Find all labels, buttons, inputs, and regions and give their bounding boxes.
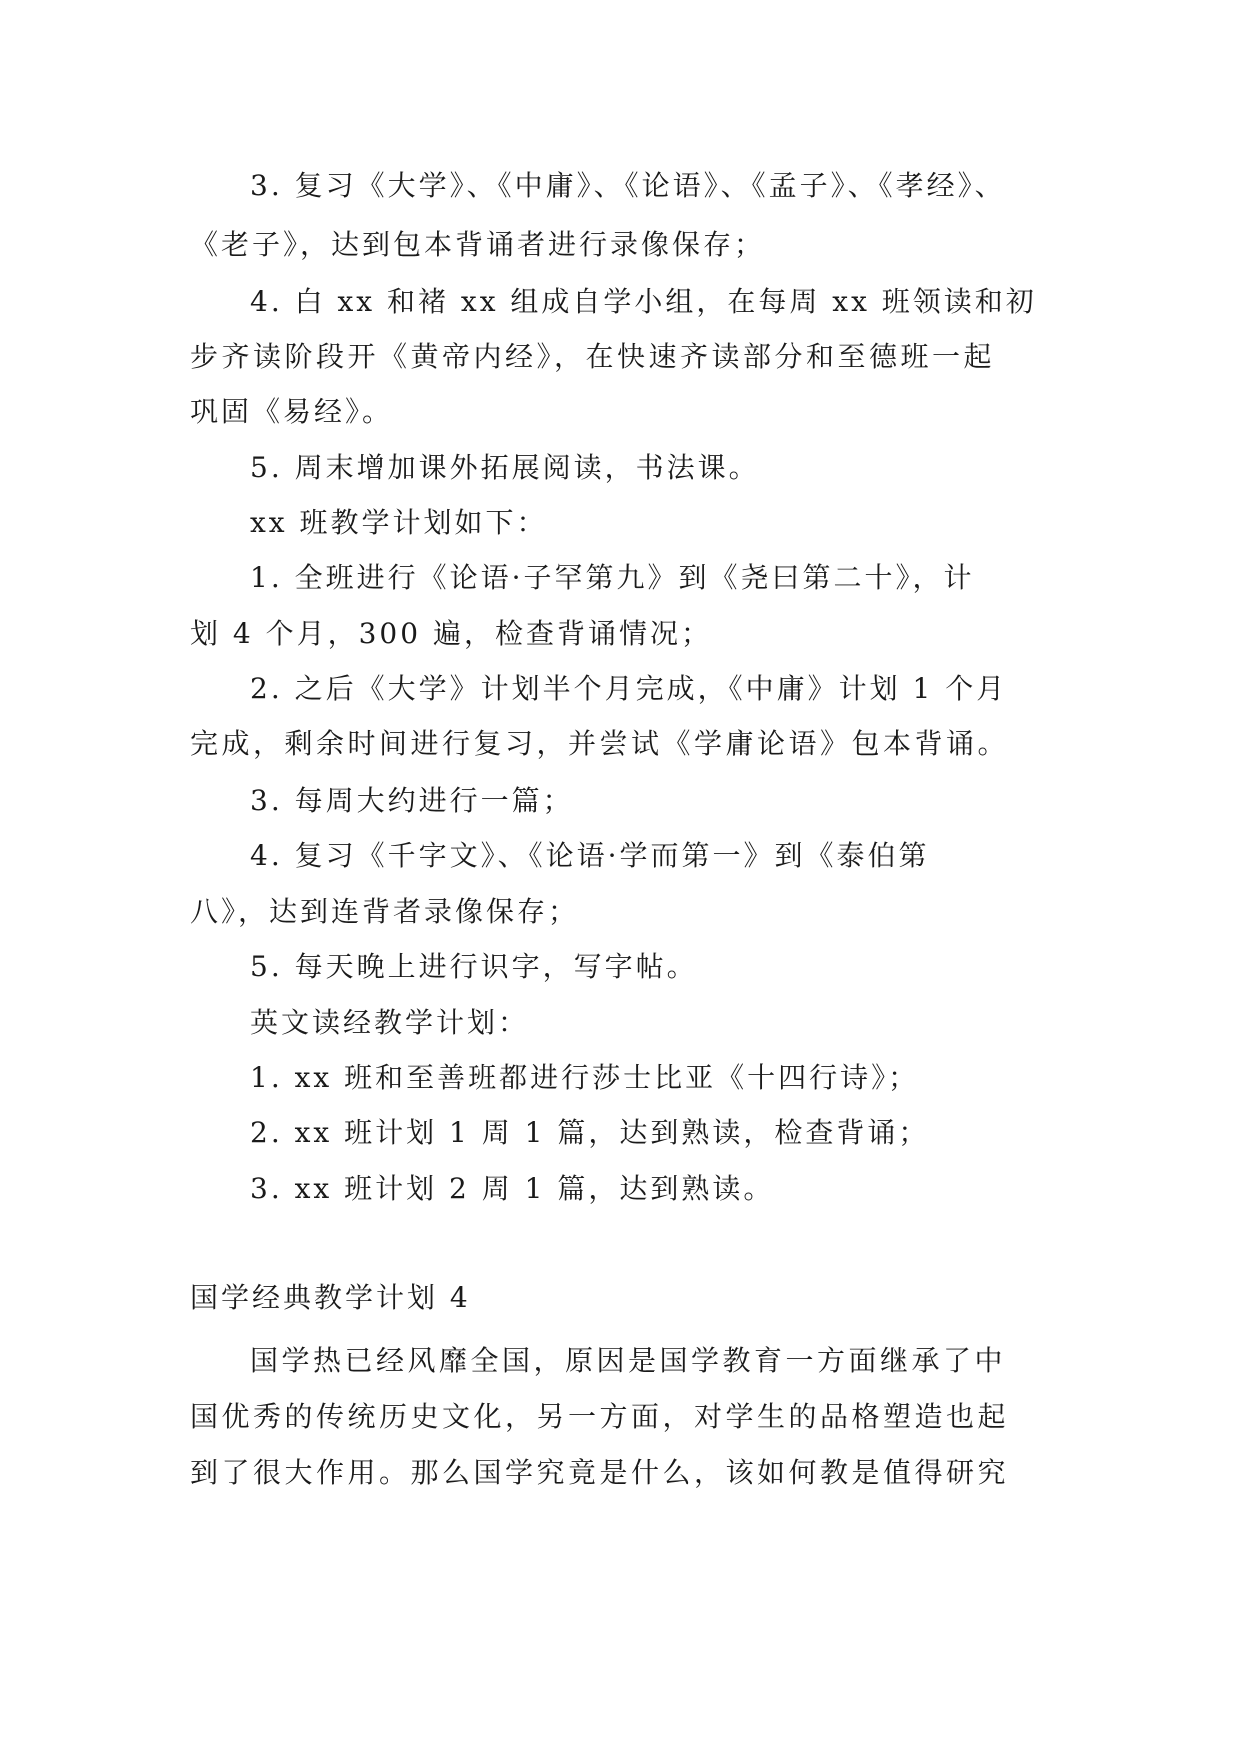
text-line-13: 4. 复习《千字文》、《论语·学而第一》到《泰伯第 <box>250 839 930 872</box>
text-line-14: 八》，达到连背者录像保存； <box>190 895 580 928</box>
text-line-8: 1. 全班进行《论语·子罕第九》到《尧曰第二十》，计 <box>250 561 975 594</box>
text-line-20: 国学热已经风靡全国，原因是国学教育一方面继承了中 <box>250 1344 1007 1377</box>
text-line-16: 英文读经教学计划： <box>250 1006 530 1039</box>
text-line-9: 划 4 个月，300 遍，检查背诵情况； <box>190 617 712 650</box>
text-line-15: 5. 每天晚上进行识字，写字帖。 <box>250 950 698 983</box>
text-line-4: 步齐读阶段开《黄帝内经》，在快速齐读部分和至德班一起 <box>190 340 996 373</box>
text-line-1: 3. 复习《大学》、《中庸》、《论语》、《孟子》、《孝经》、 <box>250 169 1006 202</box>
text-line-12: 3. 每周大约进行一篇； <box>250 784 574 817</box>
text-line-7: xx 班教学计划如下： <box>250 506 548 539</box>
text-line-5: 巩固《易经》。 <box>190 395 394 428</box>
text-line-19: 3. xx 班计划 2 周 1 篇，达到熟读。 <box>250 1172 775 1205</box>
text-line-11: 完成，剩余时间进行复习，并尝试《学庸论语》包本背诵。 <box>190 727 1010 760</box>
text-line-22: 到了很大作用。那么国学究竟是什么，该如何教是值得研究 <box>190 1456 1010 1489</box>
text-line-6: 5. 周末增加课外拓展阅读，书法课。 <box>250 451 760 484</box>
text-line-10: 2. 之后《大学》计划半个月完成，《中庸》计划 1 个月 <box>250 672 1008 705</box>
text-line-21: 国优秀的传统历史文化，另一方面，对学生的品格塑造也起 <box>190 1400 1010 1433</box>
text-line-2: 《老子》，达到包本背诵者进行录像保存； <box>190 228 766 261</box>
text-line-18: 2. xx 班计划 1 周 1 篇，达到熟读，检查背诵； <box>250 1116 930 1149</box>
text-line-17: 1. xx 班和至善班都进行莎士比亚《十四行诗》； <box>250 1061 920 1094</box>
section-heading: 国学经典教学计划 4 <box>190 1281 471 1314</box>
text-line-3: 4. 白 xx 和褚 xx 组成自学小组，在每周 xx 班领读和初 <box>250 285 1037 318</box>
